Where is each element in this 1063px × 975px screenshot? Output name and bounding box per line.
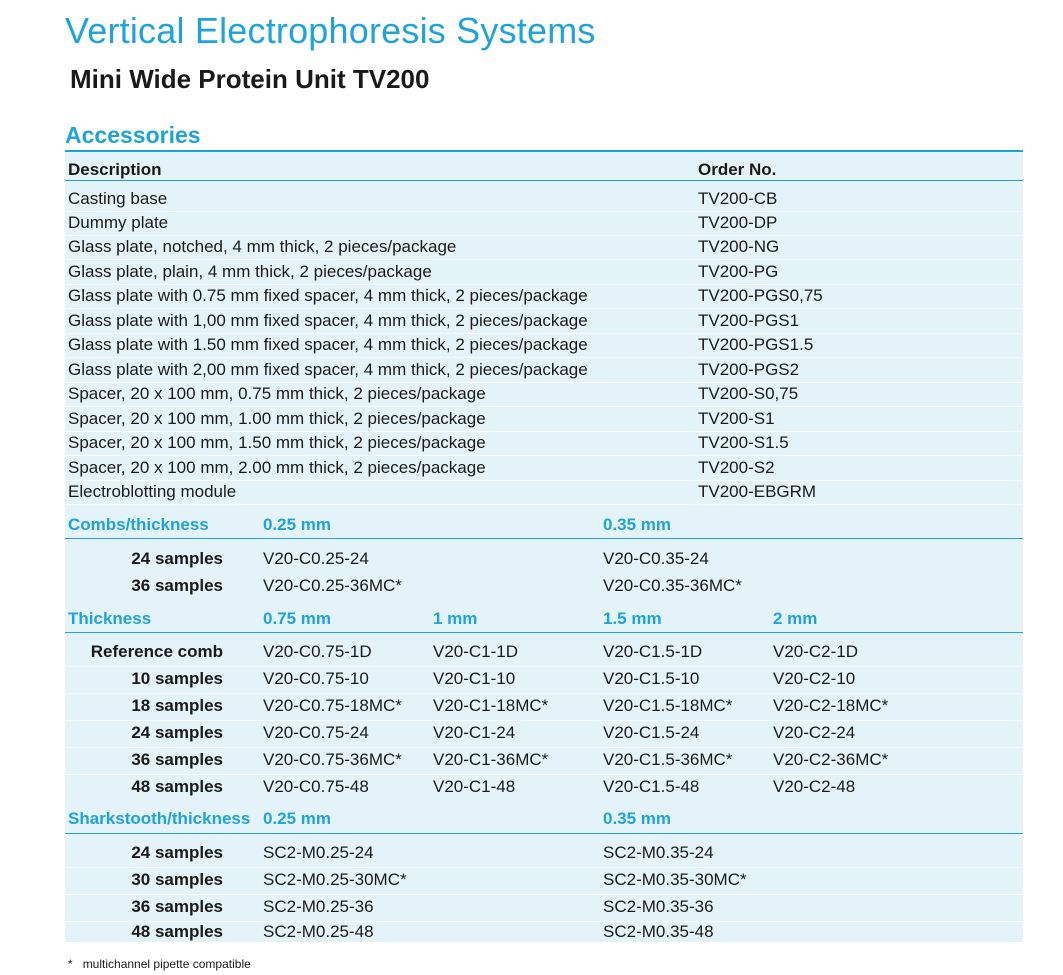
thickness-header-row [65,604,1023,633]
combs-header-row [65,510,1023,539]
accessory-description: Glass plate with 1.50 mm fixed spacer, 4 mm thick, 2 pieces/package [68,335,588,354]
accessory-row [65,407,1023,432]
order-no: SC2-M0.25-24 [263,843,374,862]
order-no: V20-C0.75-48 [263,777,369,796]
accessories-table [65,150,1023,942]
order-no: V20-C0.75-1D [263,642,372,661]
accessory-order-no: TV200-S0,75 [698,384,799,403]
sample-label: 10 samples [131,669,223,688]
sample-label: 24 samples [131,549,223,568]
order-no: V20-C2-1D [773,642,859,661]
order-no: SC2-M0.25-36 [263,897,374,916]
thickness-row [65,666,1023,694]
accessory-order-no: TV200-PGS2 [698,360,800,379]
accessory-description: Spacer, 20 x 100 mm, 1.00 mm thick, 2 pieces/package [68,409,486,428]
thickness-header-col: 1 mm [433,609,478,628]
thickness-row [65,639,1023,667]
accessory-description: Glass plate with 0.75 mm fixed spacer, 4 mm thick, 2 pieces/package [68,286,588,305]
accessory-description: Spacer, 20 x 100 mm, 2.00 mm thick, 2 pieces/package [68,458,486,477]
order-no: V20-C1-18MC* [433,696,549,715]
accessory-order-no: TV200-PGS1.5 [698,335,814,354]
accessories-heading: Accessories [65,122,201,148]
accessory-order-no: TV200-PGS0,75 [698,286,823,305]
order-no: V20-C1.5-18MC* [603,696,733,715]
page-title: Vertical Electrophoresis Systems [65,10,596,51]
sharkstooth-header-col: 0.35 mm [603,809,672,828]
sample-label: 36 samples [131,576,223,595]
accessory-row [65,235,1023,260]
order-no: V20-C1.5-36MC* [603,750,733,769]
order-no: SC2-M0.35-24 [603,843,714,862]
accessory-order-no: TV200-EBGRM [698,482,817,501]
accessory-row [65,309,1023,334]
order-no: V20-C1-36MC* [433,750,549,769]
accessory-order-no: TV200-S1 [698,409,775,428]
sample-label: Reference comb [90,642,223,661]
order-no: V20-C1.5-1D [603,642,703,661]
order-no: SC2-M0.35-30MC* [603,870,747,889]
footnote-text: multichannel pipette compatible [82,957,251,971]
footnote [68,957,251,971]
order-no: SC2-M0.35-48 [603,922,714,941]
combs-header-col: 0.25 mm [263,515,332,534]
accessory-description: Spacer, 20 x 100 mm, 1.50 mm thick, 2 pieces/package [68,433,486,452]
sample-label: 48 samples [131,777,223,796]
accessory-row [65,211,1023,236]
accessory-row [65,382,1023,407]
accessory-order-no: TV200-S2 [698,458,775,477]
order-no: V20-C1.5-10 [603,669,700,688]
description-column-header: Description [68,160,162,179]
order-no: V20-C0.75-24 [263,723,369,742]
sharkstooth-header-row [65,804,1023,834]
accessory-order-no: TV200-CB [698,189,778,208]
thickness-header-col: 1.5 mm [603,609,662,628]
accessory-row [65,187,1023,212]
combs-row [65,546,1023,573]
accessory-description: Electroblotting module [68,482,237,501]
order-no: V20-C2-10 [773,669,856,688]
accessory-row [65,480,1023,505]
accessory-order-no: TV200-S1.5 [698,433,789,452]
thickness-row [65,693,1023,721]
order-no: V20-C0.75-18MC* [263,696,402,715]
sharkstooth-row [65,921,1023,942]
sharkstooth-header-label: Sharkstooth/thickness [68,809,251,828]
order-no: V20-C1-1D [433,642,519,661]
footnote-mark: * [68,957,73,971]
thickness-header-label: Thickness [68,609,152,628]
order-no: V20-C1-10 [433,669,516,688]
accessory-order-no: TV200-PG [698,262,779,281]
sample-label: 18 samples [131,696,223,715]
accessory-description: Glass plate with 2,00 mm fixed spacer, 4 mm thick, 2 pieces/package [68,360,588,379]
accessory-description: Glass plate, notched, 4 mm thick, 2 pieces/package [68,237,457,256]
sample-label: 24 samples [131,723,223,742]
sharkstooth-row [65,894,1023,922]
sharkstooth-row [65,840,1023,868]
order-no: V20-C0.75-36MC* [263,750,402,769]
order-column-header: Order No. [698,160,777,179]
sample-label: 36 samples [131,750,223,769]
combs-header-col: 0.35 mm [603,515,672,534]
accessory-description: Casting base [68,189,168,208]
order-no: V20-C2-48 [773,777,856,796]
accessory-row [65,358,1023,383]
order-no: SC2-M0.25-48 [263,922,374,941]
sharkstooth-row [65,867,1023,895]
sample-label: 24 samples [131,843,223,862]
combs-header-label: Combs/thickness [68,515,209,534]
order-no: V20-C1.5-24 [603,723,700,742]
order-no: V20-C0.25-36MC* [263,576,402,595]
accessory-row [65,456,1023,481]
accessory-row [65,431,1023,456]
accessory-row [65,260,1023,285]
accessory-description: Spacer, 20 x 100 mm, 0.75 mm thick, 2 pieces/package [68,384,486,403]
order-no: SC2-M0.35-36 [603,897,714,916]
page-subtitle: Mini Wide Protein Unit TV200 [70,64,430,94]
order-no: V20-C0.25-24 [263,549,369,568]
order-no: V20-C2-24 [773,723,856,742]
accessory-row [65,333,1023,358]
order-no: V20-C0.35-24 [603,549,709,568]
order-no: V20-C2-18MC* [773,696,889,715]
accessory-row [65,284,1023,309]
sample-label: 36 samples [131,897,223,916]
thickness-row [65,747,1023,775]
order-no: SC2-M0.25-30MC* [263,870,407,889]
accessories-header-row [65,152,1023,181]
combs-row [65,573,1023,600]
accessory-description: Dummy plate [68,213,169,232]
thickness-header-col: 2 mm [773,609,818,628]
order-no: V20-C1-24 [433,723,516,742]
accessory-order-no: TV200-PGS1 [698,311,800,330]
order-no: V20-C1.5-48 [603,777,700,796]
sharkstooth-header-col: 0.25 mm [263,809,332,828]
order-no: V20-C2-36MC* [773,750,889,769]
thickness-row [65,774,1023,801]
accessory-order-no: TV200-NG [698,237,780,256]
order-no: V20-C1-48 [433,777,516,796]
order-no: V20-C0.75-10 [263,669,369,688]
order-no: V20-C0.35-36MC* [603,576,742,595]
accessory-description: Glass plate, plain, 4 mm thick, 2 pieces/package [68,262,432,281]
accessory-description: Glass plate with 1,00 mm fixed spacer, 4 mm thick, 2 pieces/package [68,311,588,330]
sample-label: 30 samples [131,870,223,889]
accessory-order-no: TV200-DP [698,213,778,232]
thickness-header-col: 0.75 mm [263,609,332,628]
thickness-row [65,720,1023,748]
sample-label: 48 samples [131,922,223,941]
